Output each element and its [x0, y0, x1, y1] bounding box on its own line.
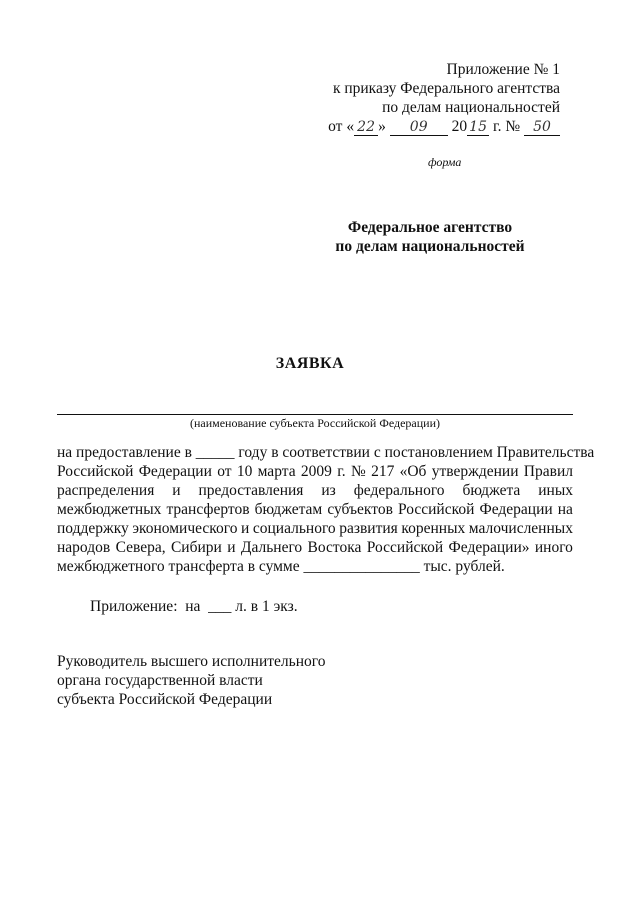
body-word: и: [241, 520, 250, 537]
body-word: распределения: [57, 482, 155, 499]
body-word: Севера,: [115, 539, 166, 556]
subject-name-blank: [57, 414, 573, 415]
body-word: Федерации: [138, 463, 212, 480]
handwritten-year: 15: [467, 120, 489, 136]
body-word: предоставления: [198, 482, 304, 499]
signatory-line-3: субъекта Российской Федерации: [57, 691, 273, 708]
signatory-block: [57, 652, 325, 709]
body-word: бюджета: [462, 482, 521, 499]
body-word: Дальнего: [240, 539, 303, 556]
body-word: 217: [371, 463, 395, 480]
body-word: Правил: [523, 463, 573, 480]
body-word: марта: [257, 463, 296, 480]
body-line-3: [57, 481, 573, 500]
year-prefix: 20: [451, 118, 468, 135]
body-word: утверждении: [431, 463, 519, 480]
body-word: №: [350, 463, 366, 480]
addressee-block: [320, 218, 540, 256]
body-word: межбюджетных: [57, 501, 162, 518]
signatory-line-2: органа государственной власти: [57, 672, 263, 689]
body-word: поддержку: [57, 520, 129, 537]
header-line-3: по делам национальностей: [382, 99, 560, 116]
appendix-header: [300, 60, 560, 136]
subject-caption: (наименование субъекта Российской Федерации): [189, 416, 441, 430]
signatory-line-1: Руководитель высшего исполнительного: [57, 653, 326, 670]
body-word: Российской: [57, 463, 134, 480]
handwritten-number: 50: [524, 120, 560, 136]
header-line-1: Приложение № 1: [446, 61, 560, 78]
body-word: бюджетам: [254, 501, 323, 518]
body-word: Российской: [397, 501, 475, 518]
body-line-4: [57, 500, 573, 519]
body-word: Востока: [307, 539, 362, 556]
form-label: форма: [428, 155, 462, 169]
body-word: малочисленных: [468, 520, 573, 537]
body-word: иного: [534, 539, 573, 556]
agency-line-1: Федеральное агентство: [347, 219, 513, 236]
body-word: трансфертов: [166, 501, 250, 518]
handwritten-day: 22: [354, 120, 378, 136]
body-word: Российской: [366, 539, 444, 556]
body-word: от: [217, 463, 232, 480]
body-line-2: [57, 462, 573, 481]
body-word: 10: [236, 463, 253, 480]
body-word: субъектов: [327, 501, 393, 518]
body-word: федерального: [353, 482, 445, 499]
body-word: «Об: [399, 463, 427, 480]
body-word: Федерации: [479, 501, 553, 518]
body-line-6: [57, 538, 573, 557]
body-word: социального: [252, 520, 336, 537]
header-line-2: к приказу Федерального агентства: [332, 80, 560, 97]
body-word: и: [227, 539, 236, 556]
body-line-5: [57, 519, 573, 538]
appendix-note: Приложение: на ___ л. в 1 экз.: [90, 598, 298, 615]
handwritten-month: 09: [390, 120, 448, 136]
document-title: ЗАЯВКА: [275, 355, 345, 372]
body-word: экономического: [132, 520, 238, 537]
body-word: народов: [57, 539, 111, 556]
body-word: иных: [538, 482, 573, 499]
body-word: Сибири: [170, 539, 222, 556]
body-line-1: на предоставление в _____ году в соответствии с постановлением Правительства: [57, 444, 595, 461]
body-word: коренных: [401, 520, 466, 537]
body-word: 2009: [300, 463, 332, 480]
number-prefix: г. №: [492, 118, 521, 135]
body-word: на: [557, 501, 573, 518]
order-date-line: [300, 117, 560, 136]
body-word: г.: [337, 463, 346, 480]
body-word: развития: [339, 520, 398, 537]
body-word: и: [172, 482, 181, 499]
date-prefix: от «: [328, 118, 355, 135]
request-body: [57, 443, 595, 576]
body-word: Федерации»: [448, 539, 530, 556]
agency-line-2: по делам национальностей: [335, 238, 525, 255]
date-mid: »: [378, 118, 386, 135]
body-line-7: межбюджетного трансферта в сумме _______________ тыс. рублей.: [57, 558, 505, 575]
body-word: из: [321, 482, 336, 499]
